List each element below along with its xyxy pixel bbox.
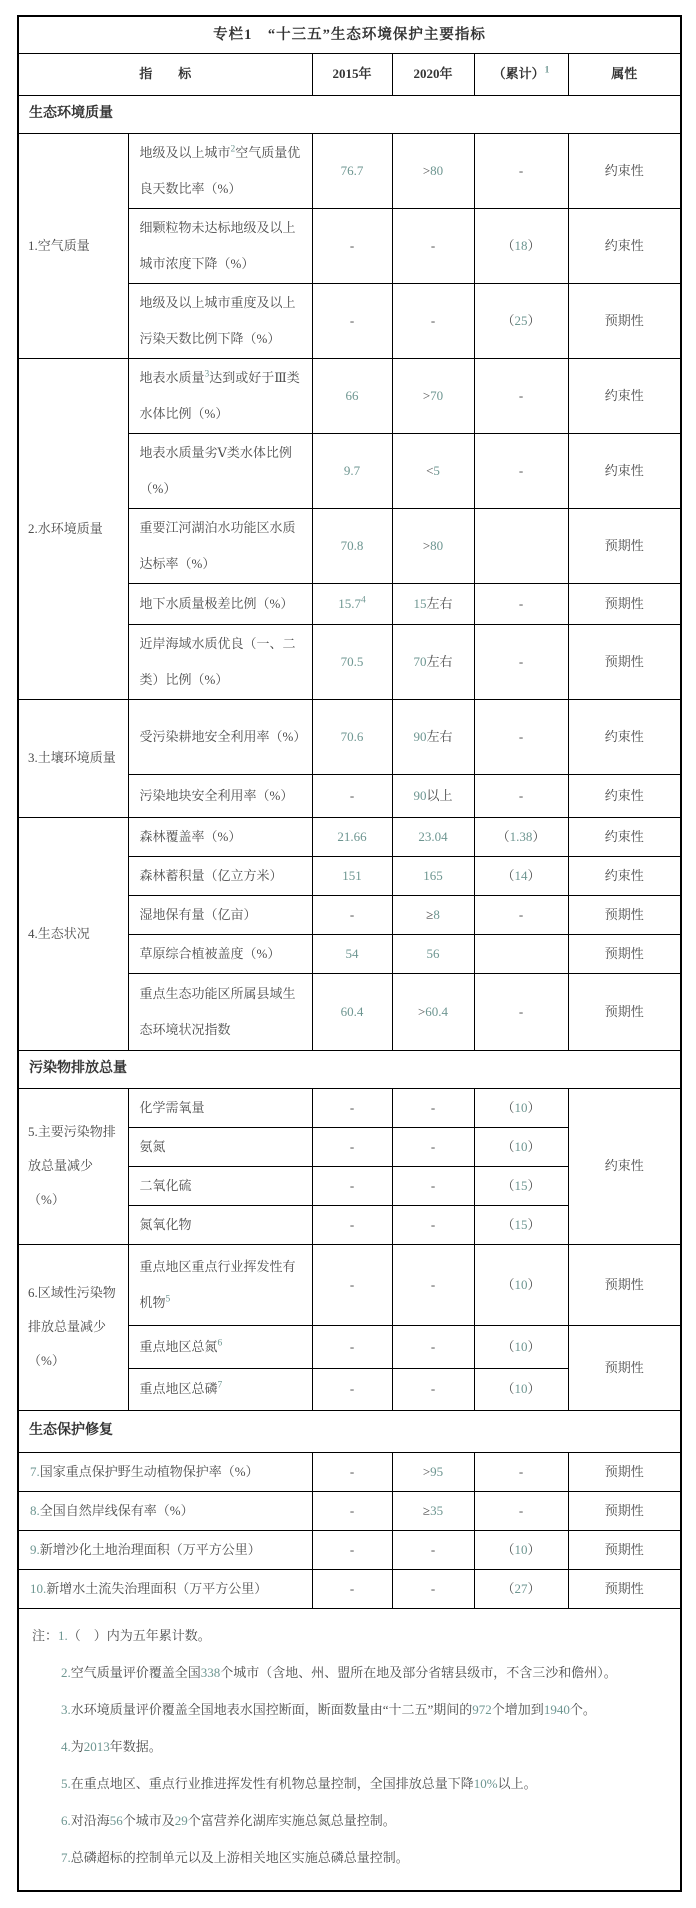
value-2015-cell: 66 — [312, 358, 392, 433]
indicators-table — [17, 15, 682, 1892]
notes-section — [18, 1608, 681, 1891]
value-2020-cell: - — [392, 1325, 474, 1368]
indicator-cell: 草原综合植被盖度（%） — [128, 934, 312, 973]
footnote-ref: 4 — [361, 595, 366, 606]
category-cell: 3.土壤环境质量 — [18, 699, 128, 817]
note-line: 4.为2013年数据。 — [61, 1738, 162, 1754]
cumulative-cell — [474, 508, 568, 583]
value-2020-cell: - — [392, 1569, 474, 1608]
indicator-cell: 细颗粒物未达标地级及以上城市浓度下降（%） — [128, 208, 312, 283]
cumulative-cell: - — [474, 433, 568, 508]
attribute-cell: 预期性 — [568, 508, 681, 583]
value-2020-cell: 15左右 — [392, 583, 474, 624]
note-line: 6.对沿海56个城市及29个富营养化湖库实施总氮总量控制。 — [61, 1812, 396, 1828]
table-row — [18, 1244, 681, 1325]
attribute-cell: 约束性 — [568, 358, 681, 433]
note-line: 3.水环境质量评价覆盖全国地表水国控断面，断面数量由“十二五”期间的972个增加到1940个。 — [61, 1701, 596, 1717]
value-2015-cell: - — [312, 1325, 392, 1368]
value-2015-cell: - — [312, 895, 392, 934]
cumulative-cell: - — [474, 973, 568, 1050]
value-2015-cell: - — [312, 1569, 392, 1608]
table-row — [18, 699, 681, 774]
indicator-cell: 重要江河湖泊水功能区水质达标率（%） — [128, 508, 312, 583]
indicator-cell: 9.新增沙化土地治理面积（万平方公里） — [18, 1530, 312, 1569]
attribute-cell: 预期性 — [568, 1569, 681, 1608]
category-cell: 5.主要污染物排放总量减少（%） — [18, 1088, 128, 1244]
value-2015-cell: - — [312, 208, 392, 283]
indicator-cell: 重点生态功能区所属县域生态环境状况指数 — [128, 973, 312, 1050]
value-2015-cell: 21.66 — [312, 817, 392, 856]
value-2020-cell: - — [392, 1166, 474, 1205]
footnote-ref: 5 — [165, 1294, 171, 1305]
indicator-cell: 氨氮 — [128, 1127, 312, 1166]
indicator-cell: 地下水质量极差比例（%） — [128, 583, 312, 624]
value-2020-cell: >95 — [392, 1452, 474, 1491]
attribute-cell: 约束性 — [568, 774, 681, 817]
attribute-cell: 预期性 — [568, 973, 681, 1050]
cumulative-cell: （10） — [474, 1368, 568, 1410]
category-cell: 1.空气质量 — [18, 133, 128, 358]
attribute-cell: 约束性 — [568, 133, 681, 208]
indicator-cell: 污染地块安全利用率（%） — [128, 774, 312, 817]
cumulative-cell: （18） — [474, 208, 568, 283]
col-header-2015: 2015年 — [312, 53, 392, 95]
value-2020-cell: 70左右 — [392, 624, 474, 699]
footnote-ref: 6 — [217, 1338, 223, 1349]
attribute-cell: 约束性 — [568, 1088, 681, 1244]
cumulative-cell: - — [474, 895, 568, 934]
value-2015-cell: 9.7 — [312, 433, 392, 508]
table-row — [18, 1452, 681, 1491]
indicator-cell: 地表水质量$^3$达到或好于Ⅲ类水体比例（%） — [128, 358, 312, 433]
cumulative-cell: - — [474, 1452, 568, 1491]
cumulative-cell: （10） — [474, 1088, 568, 1127]
attribute-cell: 预期性 — [568, 895, 681, 934]
indicator-cell: 森林蓄积量（亿立方米） — [128, 856, 312, 895]
indicator-cell: 地级及以上城市重度及以上污染天数比例下降（%） — [128, 283, 312, 358]
value-2015-cell: - — [312, 774, 392, 817]
indicator-cell: 森林覆盖率（%） — [128, 817, 312, 856]
indicator-cell: 氮氧化物 — [128, 1205, 312, 1244]
table-row — [18, 1088, 681, 1127]
attribute-cell: 预期性 — [568, 1325, 681, 1410]
value-2015-cell: - — [312, 1452, 392, 1491]
value-2015-cell: - — [312, 1127, 392, 1166]
table-row — [18, 133, 681, 208]
cumulative-cell: （1.38） — [474, 817, 568, 856]
value-2015-cell: - — [312, 1166, 392, 1205]
indicator-cell: 10.新增水土流失治理面积（万平方公里） — [18, 1569, 312, 1608]
table-row — [18, 358, 681, 433]
cumulative-cell: - — [474, 358, 568, 433]
value-2015-cell: - — [312, 1368, 392, 1410]
indicator-cell: 二氧化硫 — [128, 1166, 312, 1205]
footnote-ref: 7 — [217, 1380, 223, 1391]
footnote-ref: 3 — [204, 369, 210, 380]
value-2020-cell: >70 — [392, 358, 474, 433]
table-row — [18, 1491, 681, 1530]
cumulative-cell: - — [474, 1491, 568, 1530]
indicator-cell: 化学需氧量 — [128, 1088, 312, 1127]
cumulative-cell: - — [474, 699, 568, 774]
value-2020-cell: >60.4 — [392, 973, 474, 1050]
value-2015-cell: - — [312, 1491, 392, 1530]
value-2020-cell: - — [392, 1088, 474, 1127]
attribute-cell: 预期性 — [568, 1530, 681, 1569]
value-2020-cell: - — [392, 1244, 474, 1325]
value-2015-cell: - — [312, 1088, 392, 1127]
attribute-cell: 预期性 — [568, 1491, 681, 1530]
value-2020-cell: ≥35 — [392, 1491, 474, 1530]
note-line: 5.在重点地区、重点行业推进挥发性有机物总量控制，全国排放总量下降10%以上。 — [61, 1775, 537, 1791]
table-row — [18, 1530, 681, 1569]
cumulative-cell: （15） — [474, 1205, 568, 1244]
attribute-cell: 预期性 — [568, 624, 681, 699]
cumulative-cell: - — [474, 774, 568, 817]
cumulative-cell: （27） — [474, 1569, 568, 1608]
section-header-row — [18, 1410, 681, 1452]
attribute-cell: 预期性 — [568, 583, 681, 624]
value-2015-cell: 54 — [312, 934, 392, 973]
footnote-ref: 2 — [230, 144, 236, 155]
section-header: 生态保护修复 — [18, 1410, 681, 1452]
indicator-cell: 7.国家重点保护野生动植物保护率（%） — [18, 1452, 312, 1491]
category-cell: 2.水环境质量 — [18, 358, 128, 699]
note-line: 7.总磷超标的控制单元以及上游相关地区实施总磷总量控制。 — [61, 1849, 409, 1865]
value-2020-cell: - — [392, 1127, 474, 1166]
cumulative-cell: - — [474, 133, 568, 208]
attribute-cell: 约束性 — [568, 433, 681, 508]
attribute-cell: 预期性 — [568, 283, 681, 358]
table-title: 专栏1 “十三五”生态环境保护主要指标 — [18, 16, 681, 53]
table-row — [18, 16, 681, 53]
cumulative-cell: （14） — [474, 856, 568, 895]
attribute-cell: 约束性 — [568, 699, 681, 774]
value-2020-cell: 90左右 — [392, 699, 474, 774]
col-header-cumulative: （累计）$^1$ — [474, 53, 568, 95]
value-2015-cell: 70.6 — [312, 699, 392, 774]
value-2015-cell: 70.8 — [312, 508, 392, 583]
value-2015-cell: 15.7$^4$ — [312, 583, 392, 624]
footnote-ref: 1 — [544, 65, 550, 76]
category-cell: 4.生态状况 — [18, 817, 128, 1050]
attribute-cell: 约束性 — [568, 817, 681, 856]
value-2015-cell: 70.5 — [312, 624, 392, 699]
col-header-2020: 2020年 — [392, 53, 474, 95]
value-2015-cell: 60.4 — [312, 973, 392, 1050]
section-header-row — [18, 95, 681, 133]
value-2015-cell: - — [312, 1244, 392, 1325]
table-row — [18, 817, 681, 856]
value-2020-cell: - — [392, 1368, 474, 1410]
table-row — [18, 1569, 681, 1608]
cumulative-cell: （10） — [474, 1530, 568, 1569]
cumulative-cell: （25） — [474, 283, 568, 358]
indicator-cell: 地表水质量劣Ⅴ类水体比例（%） — [128, 433, 312, 508]
cumulative-cell: - — [474, 624, 568, 699]
value-2020-cell: <5 — [392, 433, 474, 508]
attribute-cell: 约束性 — [568, 208, 681, 283]
value-2020-cell: >80 — [392, 508, 474, 583]
value-2020-cell: - — [392, 1205, 474, 1244]
category-cell: 6.区域性污染物排放总量减少（%） — [18, 1244, 128, 1410]
indicator-cell: 地级及以上城市$^2$空气质量优良天数比率（%） — [128, 133, 312, 208]
indicator-cell: 重点地区总氮$^6$ — [128, 1325, 312, 1368]
value-2015-cell: 76.7 — [312, 133, 392, 208]
value-2020-cell: ≥8 — [392, 895, 474, 934]
section-header-row — [18, 1050, 681, 1088]
value-2015-cell: - — [312, 1530, 392, 1569]
value-2015-cell: - — [312, 283, 392, 358]
cumulative-cell: （15） — [474, 1166, 568, 1205]
value-2020-cell: 165 — [392, 856, 474, 895]
attribute-cell: 预期性 — [568, 1244, 681, 1325]
indicator-cell: 重点地区重点行业挥发性有机物$^5$ — [128, 1244, 312, 1325]
value-2015-cell: 151 — [312, 856, 392, 895]
value-2020-cell: 23.04 — [392, 817, 474, 856]
indicator-cell: 受污染耕地安全利用率（%） — [128, 699, 312, 774]
cumulative-cell: - — [474, 583, 568, 624]
col-header-attribute: 属性 — [568, 53, 681, 95]
note-line: 2.空气质量评价覆盖全国338个城市（含地、州、盟所在地及部分省辖县级市，不含三沙和儋州）。 — [61, 1664, 617, 1680]
value-2020-cell: - — [392, 283, 474, 358]
value-2020-cell: - — [392, 208, 474, 283]
attribute-cell: 预期性 — [568, 1452, 681, 1491]
note-line: 注：1.（ ）内为五年累计数。 — [32, 1627, 211, 1643]
cumulative-cell: （10） — [474, 1244, 568, 1325]
indicator-cell: 湿地保有量（亿亩） — [128, 895, 312, 934]
value-2020-cell: 56 — [392, 934, 474, 973]
col-header-indicator: 指 标 — [18, 53, 312, 95]
value-2020-cell: - — [392, 1530, 474, 1569]
attribute-cell: 预期性 — [568, 934, 681, 973]
cumulative-cell: （10） — [474, 1127, 568, 1166]
cumulative-cell — [474, 934, 568, 973]
value-2015-cell: - — [312, 1205, 392, 1244]
attribute-cell: 约束性 — [568, 856, 681, 895]
indicator-cell: 8.全国自然岸线保有率（%） — [18, 1491, 312, 1530]
value-2020-cell: 90以上 — [392, 774, 474, 817]
section-header: 生态环境质量 — [18, 95, 681, 133]
indicator-cell: 近岸海域水质优良（一、二类）比例（%） — [128, 624, 312, 699]
value-2020-cell: >80 — [392, 133, 474, 208]
table-header-row — [18, 53, 681, 95]
indicator-cell: 重点地区总磷$^7$ — [128, 1368, 312, 1410]
section-header: 污染物排放总量 — [18, 1050, 681, 1088]
cumulative-cell: （10） — [474, 1325, 568, 1368]
